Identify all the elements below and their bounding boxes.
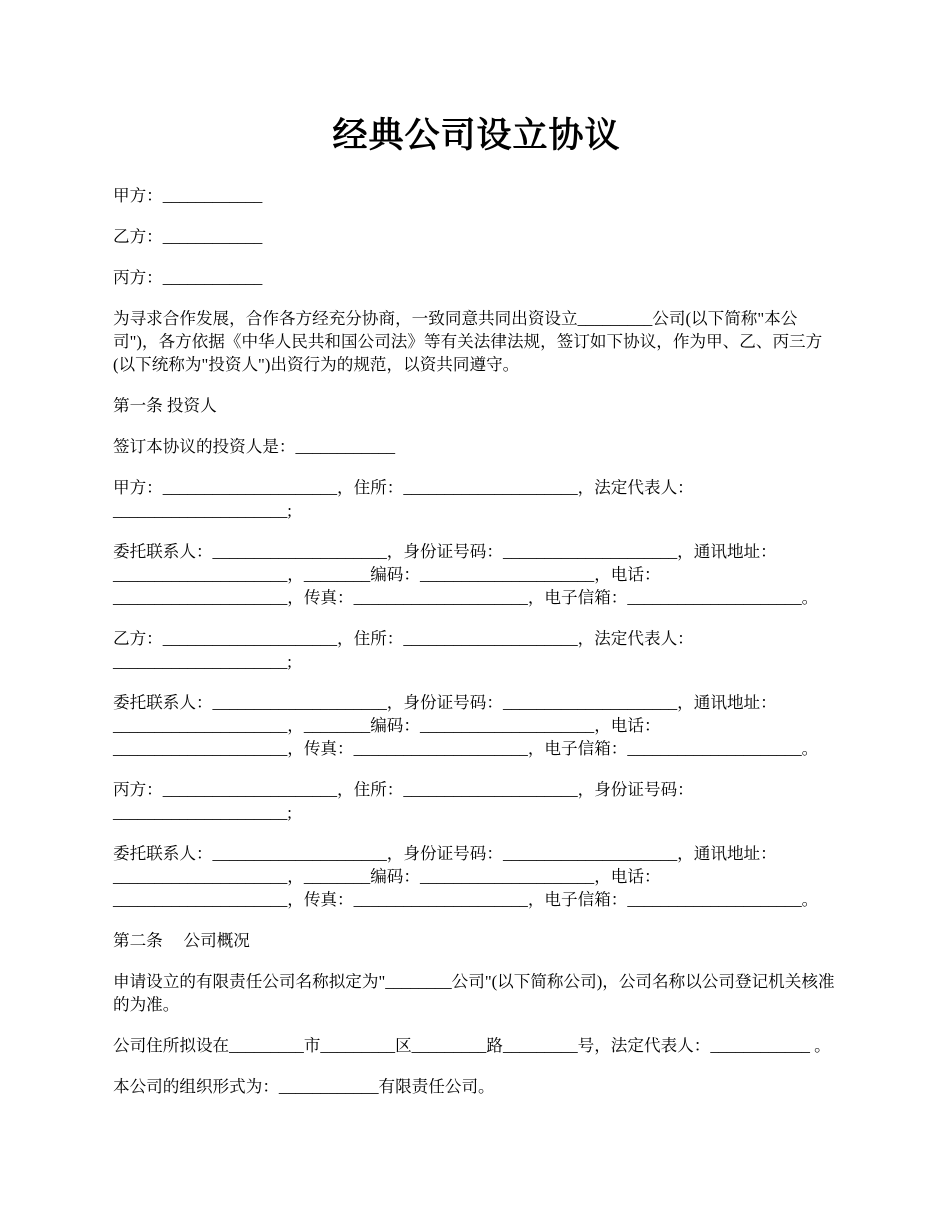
party-a-contact: 委托联系人：_____________________，身份证号码：_____________________，通讯地址：_____________________，________编码：_____________________，电话：_____________________，传真：_____________________，电子信箱：_____________________。 [113, 542, 819, 607]
party-a-line: 甲方：____________ [113, 186, 263, 205]
party-b-contact: 委托联系人：_____________________，身份证号码：_____________________，通讯地址：_____________________，________编码：_____________________，电话：_____________________，传真：_____________________，电子信箱：_____________________。 [113, 693, 819, 758]
company-address-paragraph: 公司住所拟设在_________市_________区_________路_________号，法定代表人：____________ 。 [113, 1036, 831, 1055]
party-c-line: 丙方：____________ [113, 268, 263, 287]
article-2-heading: 第二条 公司概况 [113, 931, 250, 950]
party-c-contact: 委托联系人：_____________________，身份证号码：_____________________，通讯地址：_____________________，________编码：_____________________，电话：_____________________，传真：_____________________，电子信箱：_____________________。 [113, 844, 819, 909]
party-b-line: 乙方：____________ [113, 227, 263, 246]
preamble-paragraph: 为寻求合作发展，合作各方经充分协商，一致同意共同出资设立_________公司(以下简称"本公司")，各方依据《中华人民共和国公司法》等有关法律法规，签订如下协议，作为甲、乙、丙三方(以下统称为"投资人")出资行为的规范，以资共同遵守。 [113, 309, 823, 374]
party-b-details: 乙方：_____________________，住所：_____________________，法定代表人：_____________________; [113, 629, 694, 671]
company-form-paragraph: 本公司的组织形式为：____________有限责任公司。 [113, 1077, 495, 1096]
investors-line: 签订本协议的投资人是：____________ [113, 437, 396, 456]
article-1-heading: 第一条 投资人 [113, 396, 217, 415]
party-c-details: 丙方：_____________________，住所：_____________________，身份证号码：_____________________; [113, 780, 694, 822]
document-page [113, 110, 840, 1116]
document-title: 经典公司设立协议 [332, 115, 621, 156]
company-name-paragraph: 申请设立的有限责任公司名称拟定为"________公司"(以下简称公司)，公司名称以公司登记机关核准的为准。 [113, 972, 835, 1014]
party-a-details: 甲方：_____________________，住所：_____________________，法定代表人：_____________________; [113, 478, 694, 520]
